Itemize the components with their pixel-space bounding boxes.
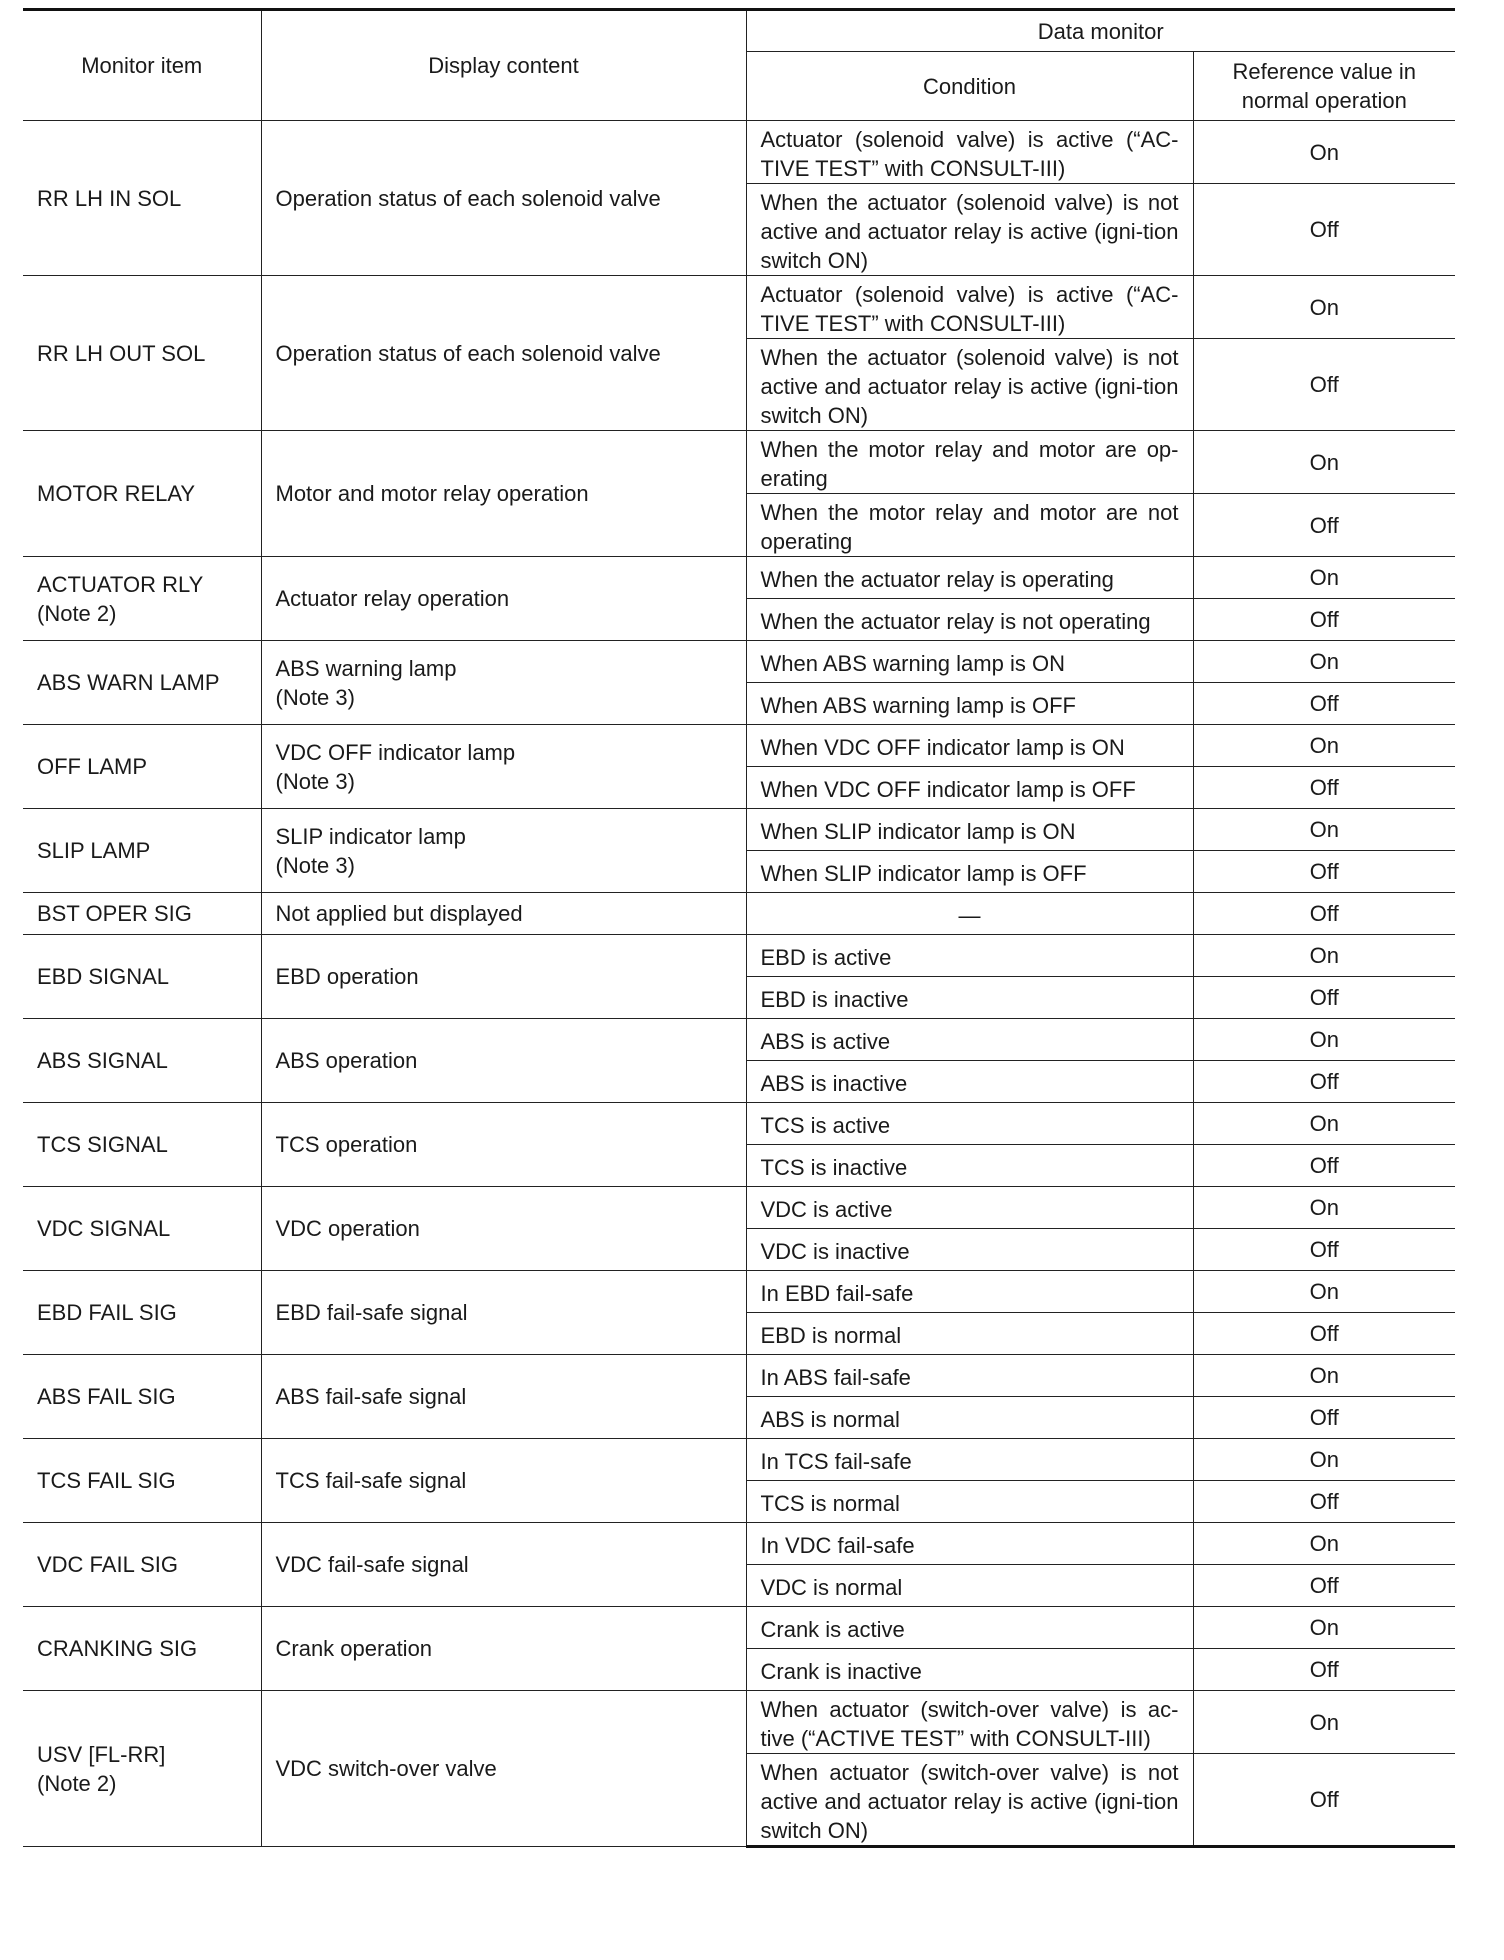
display-content-cell [261,1019,746,1103]
condition-text: When ABS warning lamp is ON [760,651,1065,676]
monitor-item-note: (Note 2) [37,600,117,626]
condition-cell [746,1523,1193,1565]
reference-value-cell: On [1193,935,1455,977]
condition-cell [746,1271,1193,1313]
condition-text: VDC is active [760,1197,893,1222]
condition-text: ABS is active [760,1029,891,1054]
display-content-cell [261,1103,746,1187]
header-monitor-item: Monitor item [23,10,261,121]
condition-text: When actuator (switch-over valve) is ac-tive (“ACTIVE TEST” with CONSULT-III) [760,1697,1179,1751]
display-content-label: SLIP indicator lamp [275,823,466,849]
display-content-cell [261,641,746,725]
reference-value-cell: On [1193,276,1455,339]
monitor-item-cell [23,276,261,431]
display-content-label: EBD fail-safe signal [275,1300,468,1325]
reference-value-cell: On [1193,1439,1455,1481]
display-content-label: Not applied but displayed [275,901,523,926]
reference-value-cell: Off [1193,1313,1455,1355]
condition-text: In ABS fail-safe [760,1365,911,1390]
monitor-item-note: (Note 2) [37,1770,117,1796]
reference-value-cell: On [1193,121,1455,184]
header-data-monitor: Data monitor [746,10,1455,52]
monitor-item-label: ABS SIGNAL [37,1048,168,1073]
monitor-item-label: SLIP LAMP [37,838,151,863]
table-row [23,121,1455,184]
condition-cell [746,431,1193,494]
condition-text: In EBD fail-safe [760,1281,914,1306]
table-row [23,557,1455,599]
condition-text: When the motor relay and motor are not operating [760,500,1179,554]
condition-cell [746,725,1193,767]
condition-text: EBD is normal [760,1323,902,1348]
reference-value-cell: On [1193,1019,1455,1061]
monitor-item-cell [23,809,261,893]
reference-value-cell: On [1193,1187,1455,1229]
display-content-cell [261,725,746,809]
reference-value-cell: Off [1193,1397,1455,1439]
condition-cell [746,557,1193,599]
reference-value-cell: Off [1193,1565,1455,1607]
condition-cell [746,893,1193,935]
condition-cell [746,1607,1193,1649]
condition-text: When the motor relay and motor are op-erating [760,437,1179,491]
condition-cell [746,977,1193,1019]
document-page [23,8,1455,1848]
monitor-item-cell [23,1607,261,1691]
table-row [23,1355,1455,1397]
display-content-cell [261,1355,746,1439]
monitor-item-cell [23,893,261,935]
monitor-item-cell [23,121,261,276]
table-row [23,1607,1455,1649]
reference-value-cell: Off [1193,767,1455,809]
monitor-item-label: EBD FAIL SIG [37,1300,177,1325]
monitor-item-cell [23,1691,261,1847]
display-content-cell [261,893,746,935]
header-reference-value: Reference value in normal operation [1193,52,1455,121]
monitor-item-cell [23,1103,261,1187]
condition-cell [746,1019,1193,1061]
condition-cell [746,1565,1193,1607]
monitor-item-label: BST OPER SIG [37,901,192,926]
display-content-label: VDC OFF indicator lamp [275,739,516,765]
display-content-cell [261,1607,746,1691]
condition-text: ABS is normal [760,1407,900,1432]
condition-text: In TCS fail-safe [760,1449,912,1474]
condition-cell [746,1754,1193,1847]
condition-cell [746,851,1193,893]
condition-cell [746,339,1193,431]
condition-cell [746,599,1193,641]
table-row [23,1439,1455,1481]
display-content-label: Operation status of each solenoid valve [275,185,661,211]
condition-text: TCS is inactive [760,1155,908,1180]
condition-text: TCS is active [760,1113,891,1138]
condition-text: When actuator (switch-over valve) is not active and actuator relay is active (igni-tion switch ON) [760,1760,1179,1843]
reference-value-cell: On [1193,1523,1455,1565]
display-content-label: ABS warning lamp [275,655,457,681]
reference-value-cell: On [1193,557,1455,599]
monitor-item-label: TCS FAIL SIG [37,1468,176,1493]
condition-cell [746,1229,1193,1271]
condition-cell [746,935,1193,977]
monitor-item-label: USV [FL-RR] [37,1741,166,1767]
display-content-note: (Note 3) [275,684,355,710]
condition-text: When VDC OFF indicator lamp is ON [760,735,1125,760]
reference-value-cell: Off [1193,1229,1455,1271]
table-row [23,1523,1455,1565]
display-content-cell [261,1187,746,1271]
display-content-cell [261,809,746,893]
monitor-item-cell [23,641,261,725]
monitor-item-label: RR LH IN SOL [37,185,182,211]
display-content-label: ABS fail-safe signal [275,1384,467,1409]
monitor-item-label: MOTOR RELAY [37,481,196,506]
condition-cell [746,1439,1193,1481]
condition-cell [746,1187,1193,1229]
condition-text: When SLIP indicator lamp is OFF [760,861,1087,886]
reference-value-cell: On [1193,431,1455,494]
condition-text: When the actuator (solenoid valve) is not active and actuator relay is active (igni-tion switch ON) [760,190,1179,273]
reference-value-cell: Off [1193,977,1455,1019]
display-content-label: Motor and motor relay operation [275,481,589,506]
condition-text: EBD is inactive [760,987,909,1012]
display-content-cell [261,1691,746,1847]
reference-value-cell: Off [1193,494,1455,557]
reference-value-cell: Off [1193,1754,1455,1847]
reference-value-cell: Off [1193,1145,1455,1187]
table-row [23,1019,1455,1061]
reference-value-cell: Off [1193,1649,1455,1691]
condition-text: In VDC fail-safe [760,1533,915,1558]
condition-cell [746,1397,1193,1439]
monitor-item-label: CRANKING SIG [37,1636,198,1661]
table-row [23,1187,1455,1229]
reference-value-cell: On [1193,1103,1455,1145]
condition-cell [746,184,1193,276]
condition-cell [746,276,1193,339]
table-row [23,935,1455,977]
table-row [23,1271,1455,1313]
monitor-item-label: OFF LAMP [37,754,148,779]
condition-text: When the actuator relay is not operating [760,609,1151,634]
reference-value-cell: Off [1193,184,1455,276]
header-condition: Condition [746,52,1193,121]
monitor-item-label: TCS SIGNAL [37,1132,168,1157]
condition-text: TCS is normal [760,1491,900,1516]
condition-text: VDC is normal [760,1575,903,1600]
reference-value-cell: On [1193,1271,1455,1313]
display-content-note: (Note 3) [275,768,355,794]
display-content-cell [261,1271,746,1355]
monitor-item-cell [23,1523,261,1607]
monitor-item-cell [23,1187,261,1271]
display-content-cell [261,1523,746,1607]
condition-text: — [958,903,981,928]
reference-value-cell: Off [1193,851,1455,893]
condition-cell [746,683,1193,725]
monitor-item-cell [23,557,261,641]
table-row [23,431,1455,494]
table-row [23,1103,1455,1145]
reference-value-cell: Off [1193,893,1455,935]
monitor-item-label: VDC SIGNAL [37,1216,171,1241]
reference-value-cell: Off [1193,683,1455,725]
condition-text: When SLIP indicator lamp is ON [760,819,1076,844]
condition-cell [746,1103,1193,1145]
condition-text: When VDC OFF indicator lamp is OFF [760,777,1136,802]
condition-text: When ABS warning lamp is OFF [760,693,1076,718]
reference-value-cell: Off [1193,599,1455,641]
display-content-note: (Note 3) [275,852,355,878]
condition-text: Actuator (solenoid valve) is active (“AC-TIVE TEST” with CONSULT-III) [760,127,1179,181]
condition-cell [746,494,1193,557]
monitor-item-cell [23,725,261,809]
header-row-1 [23,10,1455,52]
condition-cell [746,1355,1193,1397]
reference-value-cell: On [1193,641,1455,683]
monitor-item-cell [23,1019,261,1103]
condition-text: When the actuator (solenoid valve) is not active and actuator relay is active (igni-tion switch ON) [760,345,1179,428]
display-content-cell [261,1439,746,1523]
condition-cell [746,1481,1193,1523]
display-content-cell [261,121,746,276]
monitor-item-label: ACTUATOR RLY [37,571,204,597]
display-content-label: TCS operation [275,1132,418,1157]
table-row [23,1691,1455,1754]
display-content-label: VDC operation [275,1216,420,1241]
display-content-label: VDC fail-safe signal [275,1552,469,1577]
monitor-item-cell [23,1439,261,1523]
display-content-cell [261,935,746,1019]
monitor-item-label: ABS WARN LAMP [37,670,220,695]
display-content-cell [261,431,746,557]
header-display-content: Display content [261,10,746,121]
reference-value-cell: On [1193,725,1455,767]
table-row [23,893,1455,935]
condition-cell [746,121,1193,184]
reference-value-cell: On [1193,1355,1455,1397]
condition-text: When the actuator relay is operating [760,567,1114,592]
display-content-label: Operation status of each solenoid valve [275,340,661,366]
reference-value-cell: Off [1193,1061,1455,1103]
display-content-label: ABS operation [275,1048,418,1073]
condition-cell [746,767,1193,809]
display-content-label: Crank operation [275,1636,433,1661]
condition-text: Crank is active [760,1617,905,1642]
monitor-item-label: EBD SIGNAL [37,964,170,989]
condition-cell [746,1061,1193,1103]
monitor-item-label: RR LH OUT SOL [37,340,206,366]
condition-cell [746,641,1193,683]
display-content-cell [261,557,746,641]
monitor-item-label: ABS FAIL SIG [37,1384,176,1409]
table-row [23,641,1455,683]
display-content-label: Actuator relay operation [275,586,510,611]
condition-cell [746,1313,1193,1355]
display-content-cell [261,276,746,431]
reference-value-cell: On [1193,809,1455,851]
display-content-label: EBD operation [275,964,419,989]
condition-cell [746,1691,1193,1754]
monitor-item-cell [23,935,261,1019]
monitor-item-cell [23,1355,261,1439]
condition-text: Actuator (solenoid valve) is active (“AC-TIVE TEST” with CONSULT-III) [760,282,1179,336]
condition-cell [746,1649,1193,1691]
table-row [23,276,1455,339]
display-content-label: VDC switch-over valve [275,1756,497,1781]
monitor-item-label: VDC FAIL SIG [37,1552,179,1577]
display-content-label: TCS fail-safe signal [275,1468,467,1493]
reference-value-cell: On [1193,1691,1455,1754]
reference-value-cell: Off [1193,339,1455,431]
table-row [23,809,1455,851]
table-body [23,121,1455,1847]
condition-cell [746,1145,1193,1187]
condition-text: Crank is inactive [760,1659,922,1684]
condition-cell [746,809,1193,851]
condition-text: VDC is inactive [760,1239,910,1264]
table-row [23,725,1455,767]
condition-text: ABS is inactive [760,1071,908,1096]
condition-text: EBD is active [760,945,892,970]
reference-value-cell: On [1193,1607,1455,1649]
monitor-item-cell [23,431,261,557]
reference-value-cell: Off [1193,1481,1455,1523]
monitor-item-cell [23,1271,261,1355]
data-monitor-table [23,8,1455,1848]
